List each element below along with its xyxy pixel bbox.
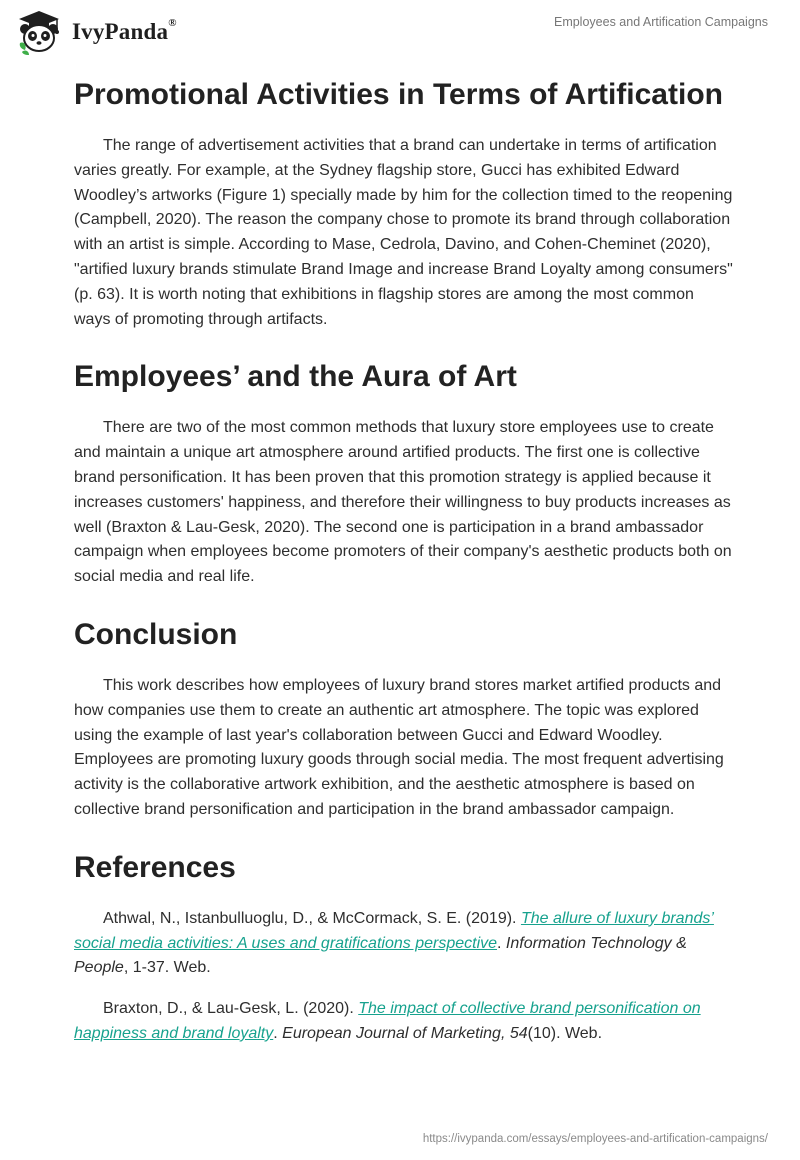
reference-tail: (10). Web. <box>527 1024 603 1042</box>
reference-tail: , 1-37. Web. <box>123 959 211 977</box>
reference-separator: . <box>273 1024 283 1042</box>
reference-item <box>74 907 734 981</box>
reference-title-link[interactable]: The allure of luxury brands’ social media activities: A uses and gratifications perspective <box>74 909 714 952</box>
reference-item <box>74 997 734 1047</box>
page-header <box>0 0 800 66</box>
paragraph-promotional-activities: The range of advertisement activities that a brand can undertake in terms of artification varies greatly. For example, at the Sydney flagship store, Gucci has exhibited Edward Woodley’s artworks (Figure 1) specially made by him for the collection timed to the reopening (Campbell, 2020). The reason the company chose to promote its brand through collaboration with an artist is simple. According to Mase, Cedrola, Davino, and Cohen-Cheminet (2020), "artified luxury brands stimulate Brand Image and increase Brand Loyalty among consumers" (p. 63). It is worth noting that exhibitions in flagship stores are among the most common ways of promoting through artifacts. <box>74 137 733 328</box>
brand-name: IvyPanda® <box>72 17 177 44</box>
reference-authors: Braxton, D., & Lau-Gesk, L. (2020). <box>103 1000 359 1018</box>
heading-promotional-activities: Promotional Activities in Terms of Artification <box>74 78 723 111</box>
heading-references: References <box>74 850 236 884</box>
panda-graduate-icon <box>16 9 62 55</box>
reference-journal: European Journal of Marketing, 54 <box>282 1024 528 1042</box>
paragraph-conclusion: This work describes how employees of luxury brand stores market artified products and how companies use them to create an authentic art atmosphere. The topic was explored using the example of last year's collaboration between Gucci and Edward Woodley. Employees are promoting luxury goods through social media. The most frequent advertising activity is the collaborative artwork exhibition, and the aesthetic atmosphere is based on collective brand personification and participation in the brand ambassador campaign. <box>74 676 724 818</box>
reference-authors: Athwal, N., Istanbulluoglu, D., & McCormack, S. E. (2019). <box>103 909 521 927</box>
footer-source-url[interactable]: https://ivypanda.com/essays/employees-and-artification-campaigns/ <box>422 1133 768 1145</box>
paragraph-employees-aura: There are two of the most common methods that luxury store employees use to create and maintain a unique art atmosphere around artified products. The first one is collective brand personification. It has been proven that this promotion strategy is applied because it increases customers' happiness, and therefore their willingness to buy products increases as well (Braxton & Lau-Gesk, 2020). The second one is participation in a brand ambassador campaign when employees become promoters of their company's aesthetic products both on social media and real life. <box>74 419 732 586</box>
heading-employees-aura: Employees’ and the Aura of Art <box>74 360 517 394</box>
reference-journal: Information Technology & People <box>74 934 687 977</box>
essay-content <box>74 70 734 1047</box>
heading-conclusion: Conclusion <box>74 617 238 651</box>
ivypanda-logo[interactable] <box>16 9 177 55</box>
reference-separator: . <box>497 934 506 952</box>
reference-title-link[interactable]: The impact of collective brand personification on happiness and brand loyalty <box>74 1000 701 1042</box>
document-title: Employees and Artification Campaigns <box>553 15 768 29</box>
